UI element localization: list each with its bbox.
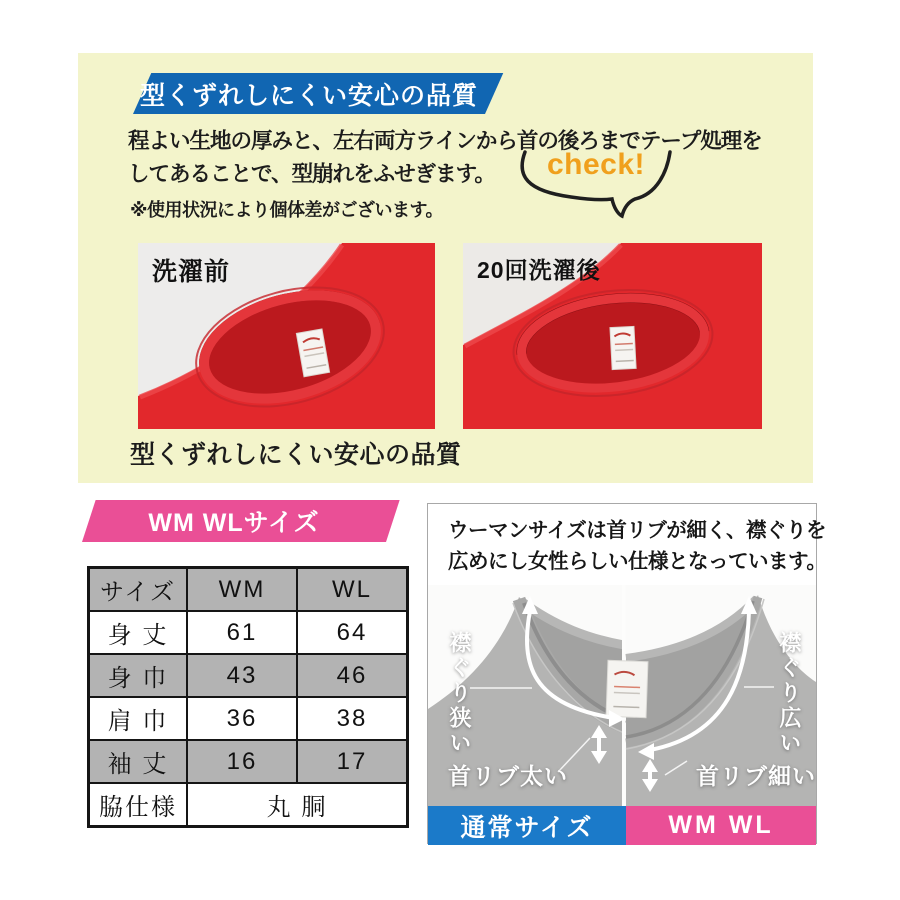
row-label: 袖 丈 — [89, 740, 188, 783]
quality-description — [128, 125, 800, 191]
after-wash-photo — [463, 243, 762, 429]
brand-tag — [606, 660, 648, 717]
table-row — [89, 611, 408, 654]
check-callout — [515, 148, 677, 220]
row-wm-value: 36 — [187, 697, 297, 740]
table-row — [89, 740, 408, 783]
row-label: 身 丈 — [89, 611, 188, 654]
size-table-header-size: サイズ — [89, 568, 188, 612]
row-wl-value: 17 — [297, 740, 408, 783]
row-label: 肩 巾 — [89, 697, 188, 740]
quality-note: ※使用状況により個体差がございます。 — [130, 200, 444, 220]
size-table-header-wl: WL — [297, 568, 408, 612]
quality-caption: 型くずれしにくい安心の品質 — [130, 441, 462, 469]
woman-size-description — [448, 515, 826, 577]
size-table-header-wm: WM — [187, 568, 297, 612]
quality-description-line2: してあることで、型崩れをふせぎます。 — [128, 162, 495, 186]
size-banner — [82, 500, 386, 542]
footer-label: 脇仕様 — [89, 783, 188, 827]
table-row — [89, 654, 408, 697]
row-label: 身 巾 — [89, 654, 188, 697]
before-wash-photo — [138, 243, 435, 429]
quality-banner-label: 型くずれしにくい安心の品質 — [139, 81, 478, 110]
woman-size-section — [427, 503, 827, 844]
quality-section — [78, 53, 813, 483]
row-wm-value: 43 — [187, 654, 297, 697]
check-label: check! — [546, 148, 646, 181]
wm-wl-label: WM WL — [626, 806, 816, 845]
table-row — [89, 697, 408, 740]
annotation-rib-thick: 首リブ太い — [448, 763, 568, 789]
before-wash-label: 洗濯前 — [152, 258, 231, 286]
row-wl-value: 46 — [297, 654, 408, 697]
after-wash-label: 20回洗濯後 — [477, 257, 601, 283]
quality-description-line1: 程よい生地の厚みと、左右両方ラインから首の後ろまでテープ処理を — [128, 129, 762, 153]
annotation-collar-wide: 襟ぐり広い — [777, 631, 802, 756]
quality-banner — [133, 73, 485, 114]
annotation-rib-thin: 首リブ細い — [696, 763, 816, 789]
row-wm-value: 16 — [187, 740, 297, 783]
woman-description-line1: ウーマンサイズは首リブが細く、襟ぐりを — [448, 519, 826, 542]
normal-size-label: 通常サイズ — [428, 806, 626, 845]
size-table-header-row — [89, 568, 408, 612]
size-table — [87, 566, 409, 828]
size-table-footer-row — [89, 783, 408, 827]
row-wl-value: 38 — [297, 697, 408, 740]
woman-description-line2: 広めにし女性らしい仕様となっています。 — [448, 550, 827, 573]
row-wm-value: 61 — [187, 611, 297, 654]
annotation-collar-narrow: 襟ぐり狭い — [447, 631, 472, 756]
row-wl-value: 64 — [297, 611, 408, 654]
footer-value: 丸 胴 — [187, 783, 408, 827]
size-banner-label: WM WLサイズ — [148, 509, 320, 537]
